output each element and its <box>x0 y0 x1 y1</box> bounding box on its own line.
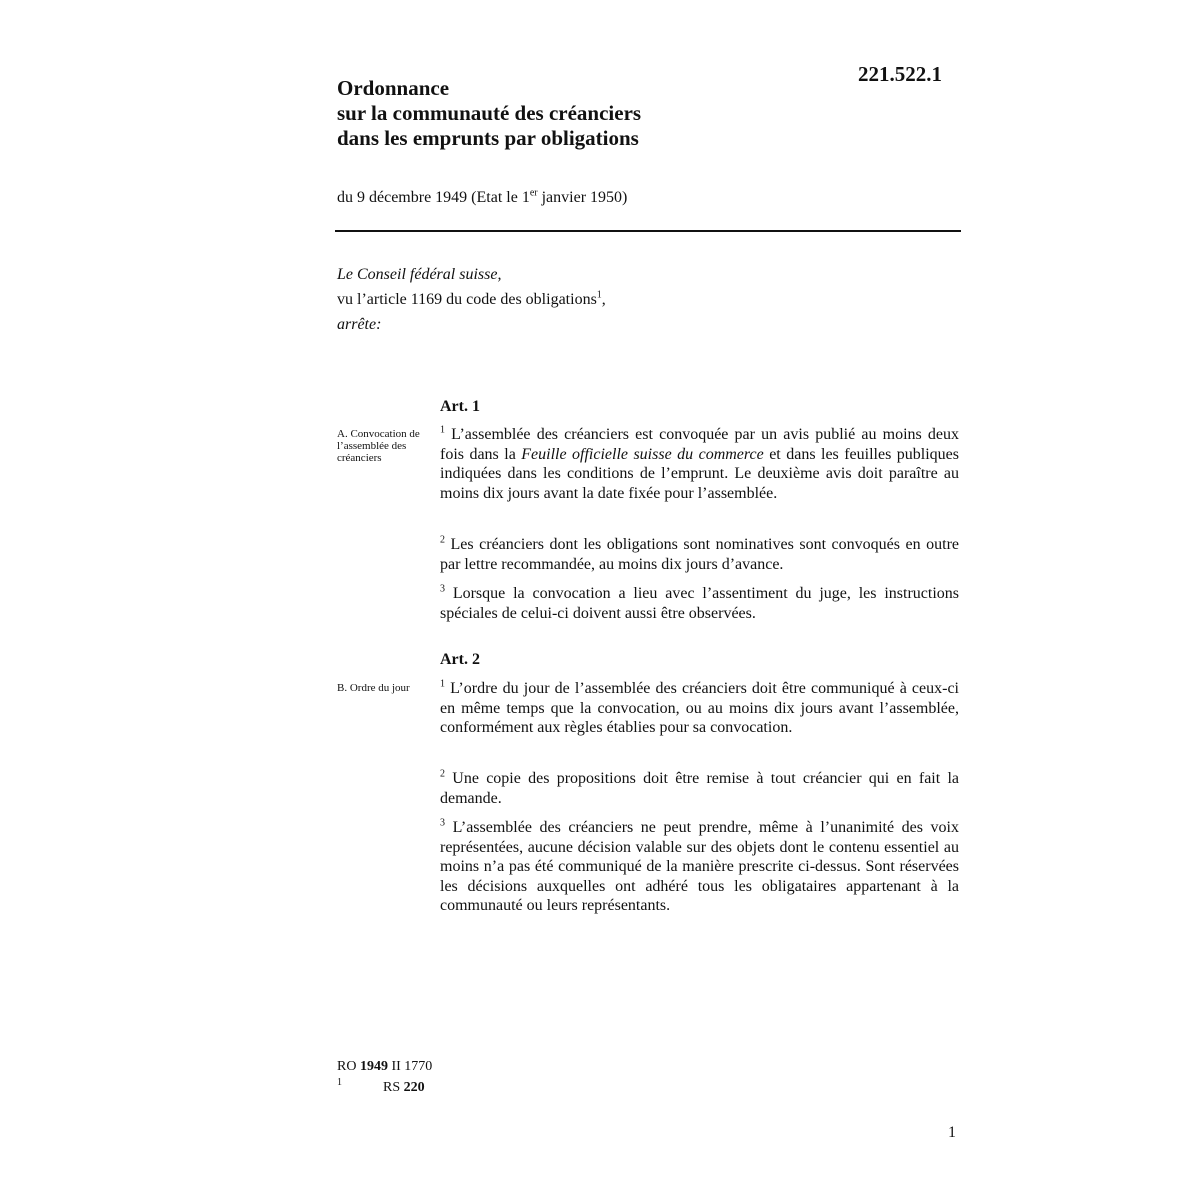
side-note: B. Ordre du jour <box>337 682 410 694</box>
side-note: A. Convocation de l’assemblée des créanciers <box>337 428 420 464</box>
article-title: Art. 2 <box>440 651 480 668</box>
paragraph-text: L’ordre du jour de l’assemblée des créanciers doit être communiqué à ceux-ci en même temps que la convocation, ou au moins dix jours avant l’assemblée, conformément aux règles établies pour sa convocation. <box>440 680 959 736</box>
date-sup: er <box>529 187 538 199</box>
document-title <box>337 76 641 151</box>
date-rest: janvier 1950) <box>537 189 628 206</box>
paragraph-number: 3 <box>440 817 445 829</box>
paragraph-number: 1 <box>440 424 445 436</box>
title-line: Ordonnance <box>337 76 450 100</box>
preamble-decree: arrête: <box>337 316 382 333</box>
ro-year: 1949 <box>359 1059 388 1074</box>
footnote-ref-number: 220 <box>403 1080 425 1095</box>
paragraph-italic: Feuille officielle suisse du commerce <box>521 445 764 463</box>
preamble-authority: Le Conseil fédéral suisse, <box>337 266 502 283</box>
paragraph-text: Les créanciers dont les obligations sont nominatives sont convoqués en outre par lettre recommandée, au moins dix jours d’avance. <box>440 536 959 573</box>
paragraph-text: L’assemblée des créanciers est convoquée par un avis publié au moins deux fois dans la <box>440 426 959 463</box>
divider <box>335 230 961 232</box>
footnote-ref[interactable]: 1 <box>596 289 602 301</box>
ro-rest: II 1770 <box>387 1059 433 1074</box>
basis-text: vu l’article 1169 du code des obligations <box>337 291 597 308</box>
basis-end: , <box>601 291 606 308</box>
date-text: du 9 décembre 1949 (Etat le 1 <box>337 189 530 206</box>
paragraph <box>440 679 959 738</box>
document-date <box>337 189 627 207</box>
title-line: dans les emprunts par obligations <box>337 126 639 150</box>
official-reference <box>337 1059 432 1075</box>
title-line: sur la communauté des créanciers <box>337 101 642 125</box>
paragraph <box>440 584 959 623</box>
footnote: $^1$ RS 220 <box>337 1077 425 1095</box>
article-title: Art. 1 <box>440 398 480 415</box>
paragraph-text: Une copie des propositions doit être remise à tout créancier qui en fait la demande. <box>440 770 959 807</box>
footnote-prefix: RS <box>383 1080 404 1095</box>
paragraph <box>440 818 959 916</box>
page-number: 1 <box>948 1124 956 1141</box>
paragraph-text: et dans les feuilles publiques indiquées dans les conditions de l’emprunt. Le deuxième avis doit paraître au moins dix jours avant la date fixée pour l’assemblée. <box>440 445 959 502</box>
rs-number: 221.522.1 <box>858 62 942 86</box>
ro-prefix: RO <box>337 1059 360 1074</box>
paragraph-number: 2 <box>440 768 445 780</box>
preamble <box>337 262 606 337</box>
preamble-basis <box>337 287 606 312</box>
paragraph <box>440 535 959 574</box>
paragraph-text: L’assemblée des créanciers ne peut prendre, même à l’unanimité des voix représentées, aucune décision valable sur des objets dont le contenu essentiel au moins n’a pas été communiqué de la manière prescrite ci-dessus. Sont réservées les décisions auxquelles ont adhéré tous les obligataires appartenant à la communauté ou leurs représentants. <box>440 819 959 914</box>
paragraph-text: Lorsque la convocation a lieu avec l’assentiment du juge, les instructions spéciales de celui-ci doivent aussi être observées. <box>440 585 959 622</box>
paragraph-number: 3 <box>440 583 445 595</box>
paragraph <box>440 425 959 503</box>
paragraph-number: 2 <box>440 534 445 546</box>
paragraph <box>440 769 959 808</box>
paragraph-number: 1 <box>440 678 445 690</box>
